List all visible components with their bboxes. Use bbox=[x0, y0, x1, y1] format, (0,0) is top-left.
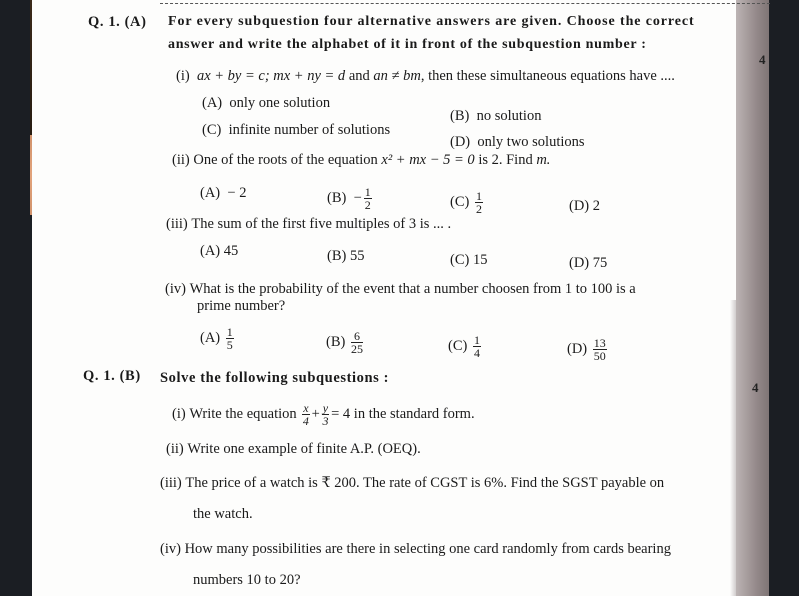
question-a-iii: (iii) The sum of the first five multiples of 3 is ... . bbox=[166, 216, 452, 232]
equation: ax + by = c; mx + ny = d bbox=[196, 68, 346, 84]
option-a-iii-C: (C) 15 bbox=[450, 252, 488, 268]
option-a-ii-A: (A) − 2 bbox=[200, 185, 247, 201]
question-number: (i) bbox=[176, 68, 190, 84]
dashed-divider bbox=[160, 3, 770, 4]
exam-page bbox=[32, 0, 740, 596]
option-a-i-C: (C) infinite number of solutions bbox=[202, 122, 391, 138]
option-a-iii-D: (D) 75 bbox=[569, 255, 608, 271]
section-a-label: Q. 1. (A) bbox=[88, 14, 147, 30]
section-b-instruction: Solve the following subquestions : bbox=[160, 370, 390, 386]
section-b-label: Q. 1. (B) bbox=[83, 368, 141, 384]
section-a-instruction-line1: For every subquestion four alternative answers are given. Choose the correct bbox=[168, 14, 695, 29]
question-b-ii: (ii) Write one example of finite A.P. (OEQ). bbox=[166, 441, 421, 457]
question-text-end: , then these simultaneous equations have .... bbox=[420, 68, 675, 84]
option-a-i-A: (A) only one solution bbox=[202, 95, 331, 111]
question-a-ii: (ii) One of the roots of the equation x² + mx − 5 = 0 is 2. Find m. bbox=[172, 152, 551, 168]
question-a-iv-line2: prime number? bbox=[197, 298, 286, 314]
option-a-ii-D: (D) 2 bbox=[569, 198, 601, 214]
question-b-iii-line1: (iii) The price of a watch is ₹ 200. The rate of CGST is 6%. Find the SGST payable on bbox=[160, 475, 665, 491]
dark-background-left bbox=[0, 0, 30, 596]
question-b-iv-line2: numbers 10 to 20? bbox=[193, 572, 301, 588]
option-a-iv-D: (D) $\frac{13}{50}$ bbox=[567, 336, 606, 363]
section-a-marks: 4 bbox=[759, 52, 766, 67]
question-b-i: (i) Write the equation $\frac{x}{4}$ + $\frac{y}{3}$ = 4 in the standard form. bbox=[172, 401, 475, 428]
dark-background-right bbox=[769, 0, 799, 596]
option-a-iv-C: (C) $\frac{1}{4}$ bbox=[448, 333, 480, 360]
option-a-iii-A: (A) 45 bbox=[200, 243, 239, 259]
question-a-i bbox=[176, 68, 675, 84]
option-a-iv-A: (A) $\frac{1}{5}$ bbox=[200, 325, 233, 352]
page-shadow bbox=[736, 0, 769, 596]
option-a-iv-B: (B) $\frac{6}{25}$ bbox=[326, 329, 363, 356]
question-b-iv-line1: (iv) How many possibilities are there in selecting one card randomly from cards bearing bbox=[160, 541, 671, 557]
option-a-iii-B: (B) 55 bbox=[327, 248, 365, 264]
condition: an ≠ bm bbox=[373, 68, 421, 84]
option-a-i-D: (D) only two solutions bbox=[450, 134, 585, 150]
option-a-ii-B: (B) − $\frac{1}{2}$ bbox=[327, 185, 371, 212]
section-a-instruction-line2: answer and write the alphabet of it in front of the subquestion number : bbox=[168, 37, 647, 52]
question-text: and bbox=[345, 68, 374, 84]
section-b-marks: 4 bbox=[752, 380, 759, 395]
option-a-ii-C: (C) $\frac{1}{2}$ bbox=[450, 189, 482, 216]
question-b-iii-line2: the watch. bbox=[193, 506, 253, 522]
option-a-i-B: (B) no solution bbox=[450, 108, 542, 124]
question-a-iv-line1: (iv) What is the probability of the event that a number choosen from 1 to 100 is a bbox=[165, 281, 636, 297]
